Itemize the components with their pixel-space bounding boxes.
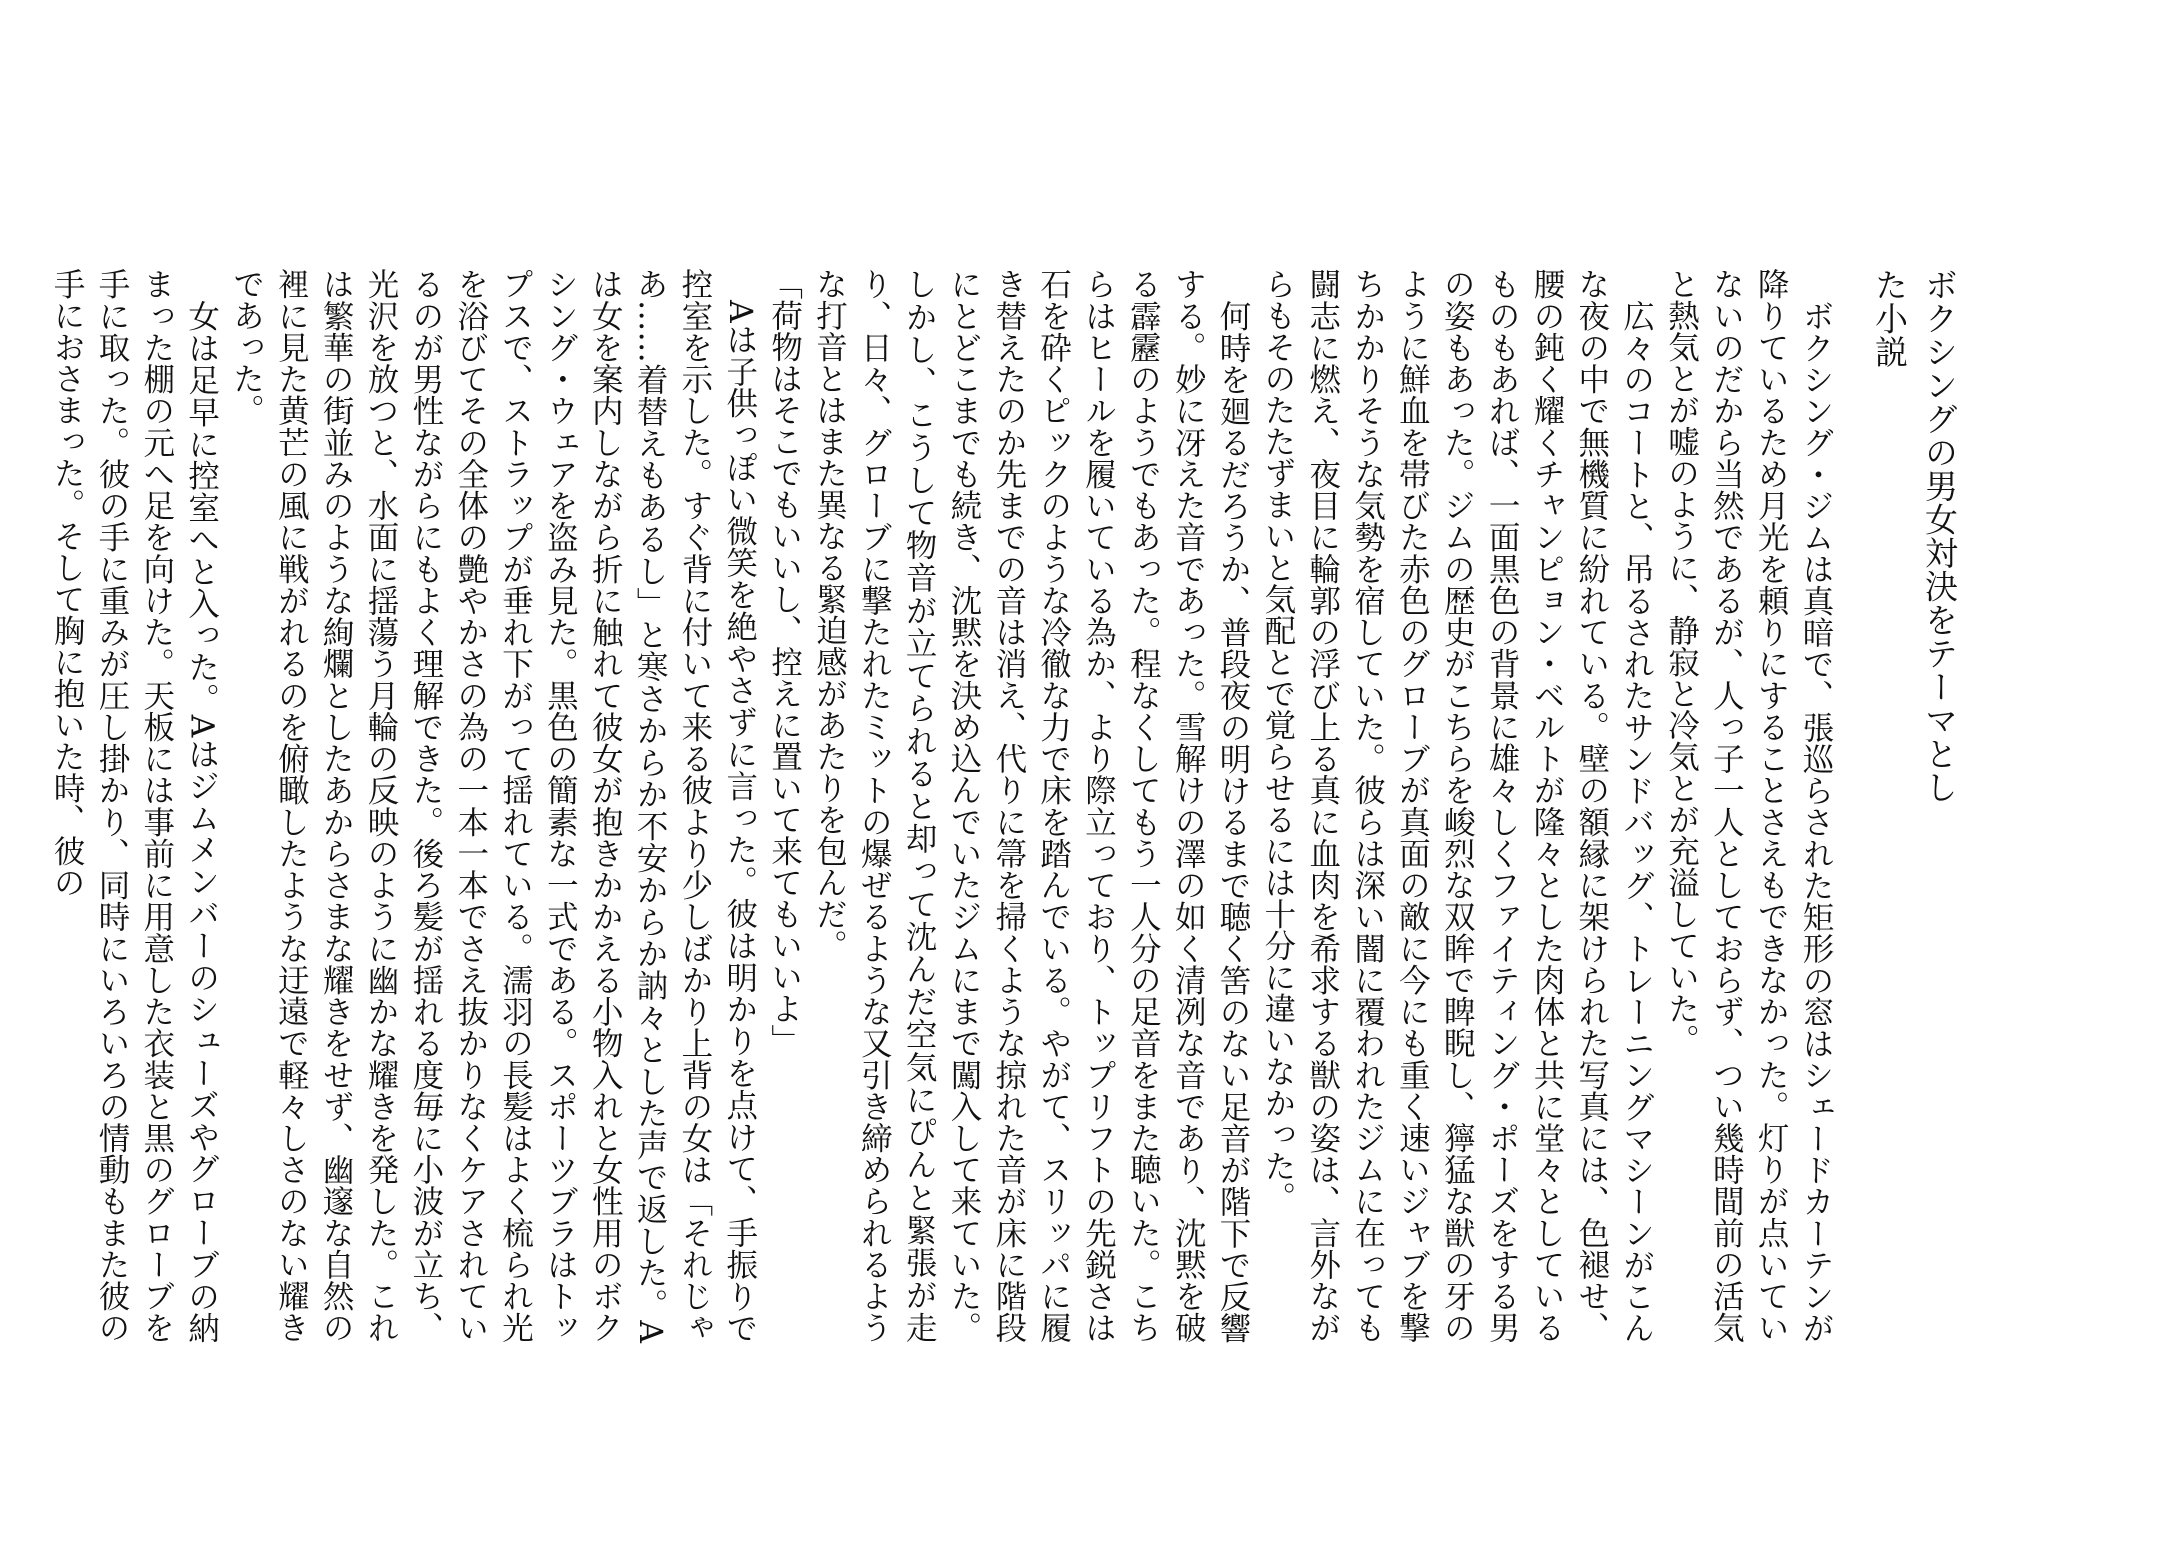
paragraph: 何時を廻るだろうか、普段夜の明けるまで聴く筈のない足音が階下で反響する。妙に冴えた音であった。雪解けの澤の如く清冽な音であり、沈黙を破る霹靂のようでもあった。程なくしてもう一人分の足音をまた聴いた。こちらはヒールを履いている為か、より際立っており、トップリフトの先鋭さは石を砕くピックのような冷徹な力で床を踏んでいる。やがて、スリッパに履き替えたのか先までの音は消え、代りに箒を掃くような掠れた音が床に階段にとどこまでも続き、沈黙を決め込んでいたジムにまで闖入して来ていた。しかし、こうして物音が立てられると却って沈んだ空気にぴんと緊張が走り、日々、グローブに撃たれたミットの爆ぜるような又引き締められるような打音とはまた異なる緊迫感があたりを包んだ。 [811, 268, 1252, 1344]
paragraph: Aは子供っぽい微笑を絶やさずに言った。彼は明かりを点けて、手振りで控室を示した。すぐ背に付いて来る彼より少しばかり上背の女は「それじゃあ……着替えもあるし」と寒さからか不安からか訥々とした声で返した。Aは女を案内しながら折に触れて彼女が抱きかかえる小物入れと女性用のボクシング・ウェアを盗み見た。黒色の簡素な一式である。スポーツブラはトップスで、ストラップが垂れ下がって揺れている。濡羽の長髪はよく梳られ光を浴びてその全体の艶やかさの為の一本一本でさえ抜かりなくケアされているのが男性ながらにもよく理解できた。後ろ髪が揺れる度毎に小波が立ち、光沢を放つと、水面に揺蕩う月輪の反映のように幽かな耀きを発した。これは繁華の街並みのような絢爛としたあからさまな耀きをせず、幽邃な自然の裡に見た黄芒の風に戦がれるのを俯瞰したような迂遠で軽々しさのない耀きであった。 [228, 268, 758, 1344]
dialogue-paragraph: 「荷物はそこでもいいし、控えに置いて来てもいいよ」 [766, 268, 803, 1056]
document-body [49, 268, 1838, 1344]
document-title: ボクシングの男女対決をテーマとした小説 [1870, 268, 1959, 804]
paragraph: 女は足早に控室へと入った。Aはジムメンバーのシューズやグローブの納まった棚の元へ足を向けた。天板には事前に用意した衣装と黒のグローブを手に取った。彼の手に重みが圧し掛かり、同時にいろいろの情動もまた彼の手におさまった。そして胸に抱いた時、彼の [49, 268, 220, 1344]
paragraph: ボクシング・ジムは真暗で、張巡らされた矩形の窓はシェードカーテンが降りているため月光を頼りにすることさえもできなかった。灯りが点いていないのだから当然であるが、人っ子一人としておらず、つい幾時間前の活気と熱気とが嘘のように、静寂と冷気とが充溢していた。 [1663, 268, 1834, 1344]
paragraph: 広々のコートと、吊るされたサンドバッグ、トレーニングマシーンがこんな夜の中で無機質に紛れている。壁の額縁に架けられた写真には、色褪せ、腰の鈍く耀くチャンピョン・ベルトが隆々とした肉体と共に堂々としているものもあれば、一面黒色の背景に雄々しくファイティング・ポーズをする男の姿もあった。ジムの歴史がこちらを峻烈な双眸で睥睨し、獰猛な獣の牙のように鮮血を帯びた赤色のグローブが真面の敵に今にも重く速いジャブを撃ちかかりそうな気勢を宿していた。彼らは深い闇に覆われたジムに在っても闘志に燃え、夜目に輪郭の浮び上る真に血肉を希求する獣の姿は、言外ながらもそのたたずまいと気配とで覚らせるには十分に違いなかった。 [1259, 268, 1655, 1344]
